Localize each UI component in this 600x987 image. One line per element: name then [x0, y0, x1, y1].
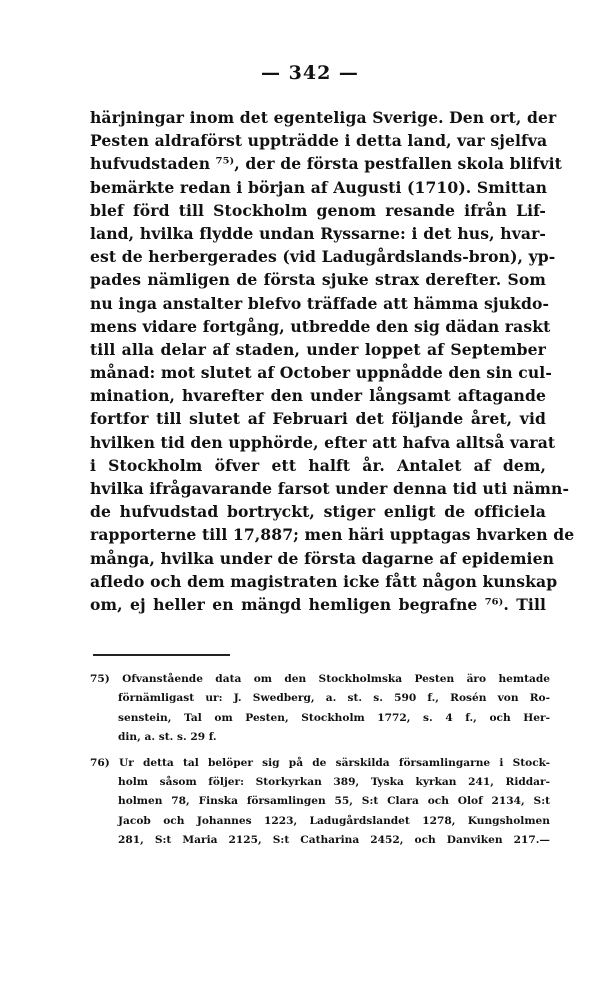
- footnote-line: senstein, Tal om Pesten, Stockholm 1772, s. 4 f., och Her-: [118, 711, 550, 724]
- body-line: många, hvilka under de första dagarne af epidemien: [90, 548, 555, 568]
- body-line: hufvudstaden ⁷⁵⁾, der de första pestfallen skola blifvit: [90, 154, 562, 174]
- body-line: bemärkte redan i början af Augusti (1710). Smittan: [90, 177, 548, 197]
- footnote-line: holmen 78, Finska församlingen 55, S:t Clara och Olof 2134, S:t: [118, 795, 550, 808]
- body-line: om, ej heller en mängd hemligen begrafne ⁷⁶⁾. Till: [90, 594, 546, 614]
- body-line: de hufvudstad bortryckt, stiger enligt de officiela: [90, 502, 546, 522]
- body-line: land, hvilka flydde undan Ryssarne: i det hus, hvar-: [90, 223, 546, 243]
- footnote-76: [90, 754, 550, 851]
- body-line: till alla delar af staden, under loppet af September: [90, 339, 546, 359]
- footnote-line: holm såsom följer: Storkyrkan 389, Tyska kyrkan 241, Riddar-: [118, 775, 550, 788]
- footnote-line: 75) Ofvanstående data om den Stockholmska Pesten äro hemtade: [90, 673, 550, 685]
- body-line: Pesten aldraförst uppträdde i detta land, var sjelfva: [90, 131, 548, 151]
- footnote-line: 76) Ur detta tal belöper sig på de särskilda församlingarne i Stock-: [90, 756, 550, 769]
- body-line: mens vidare fortgång, utbredde den sig dädan raskt: [90, 316, 551, 336]
- footnote-divider: [93, 654, 230, 656]
- footnote-75: [90, 670, 550, 748]
- body-line: fortfor till slutet af Februari det följande året, vid: [90, 409, 546, 429]
- body-line: rapporterne till 17,887; men häri upptagas hvarken de: [90, 525, 575, 545]
- body-line: hvilken tid den upphörde, efter att hafva alltså varat: [90, 432, 556, 452]
- body-line: i Stockholm öfver ett halft år. Antalet af dem,: [90, 455, 546, 475]
- body-text: [90, 106, 575, 616]
- body-line: månad: mot slutet af October uppnådde den sin cul-: [90, 363, 552, 383]
- body-line: afledo och dem magistraten icke fått någon kunskap: [90, 571, 558, 591]
- footnotes: [90, 670, 550, 851]
- footnote-line: Jacob och Johannes 1223, Ladugårdslandet 1278, Kungsholmen: [118, 814, 550, 827]
- body-line: nu inga anstalter blefvo träffade att hämma sjukdo-: [90, 293, 550, 313]
- footnote-line: din, a. st. s. 29 f.: [118, 731, 217, 744]
- body-line: hvilka ifrågavarande farsot under denna tid uti nämn-: [90, 479, 570, 498]
- footnote-line: förnämligast ur: J. Swedberg, a. st. s. 590 f., Rosén von Ro-: [118, 692, 550, 705]
- footnote-line: 281, S:t Maria 2125, S:t Catharina 2452, och Danviken 217.—: [118, 834, 550, 847]
- page-number: — 342 —: [261, 62, 359, 84]
- body-line: pades nämligen de första sjuke strax derefter. Som: [90, 270, 546, 290]
- body-line: blef förd till Stockholm genom resande ifrån Lif-: [90, 200, 546, 220]
- body-line: mination, hvarefter den under långsamt aftagande: [90, 386, 546, 406]
- body-line: härjningar inom det egenteliga Sverige. Den ort, der: [90, 108, 557, 127]
- body-line: est de herbergerades (vid Ladugårdslands-bron), yp-: [90, 247, 556, 267]
